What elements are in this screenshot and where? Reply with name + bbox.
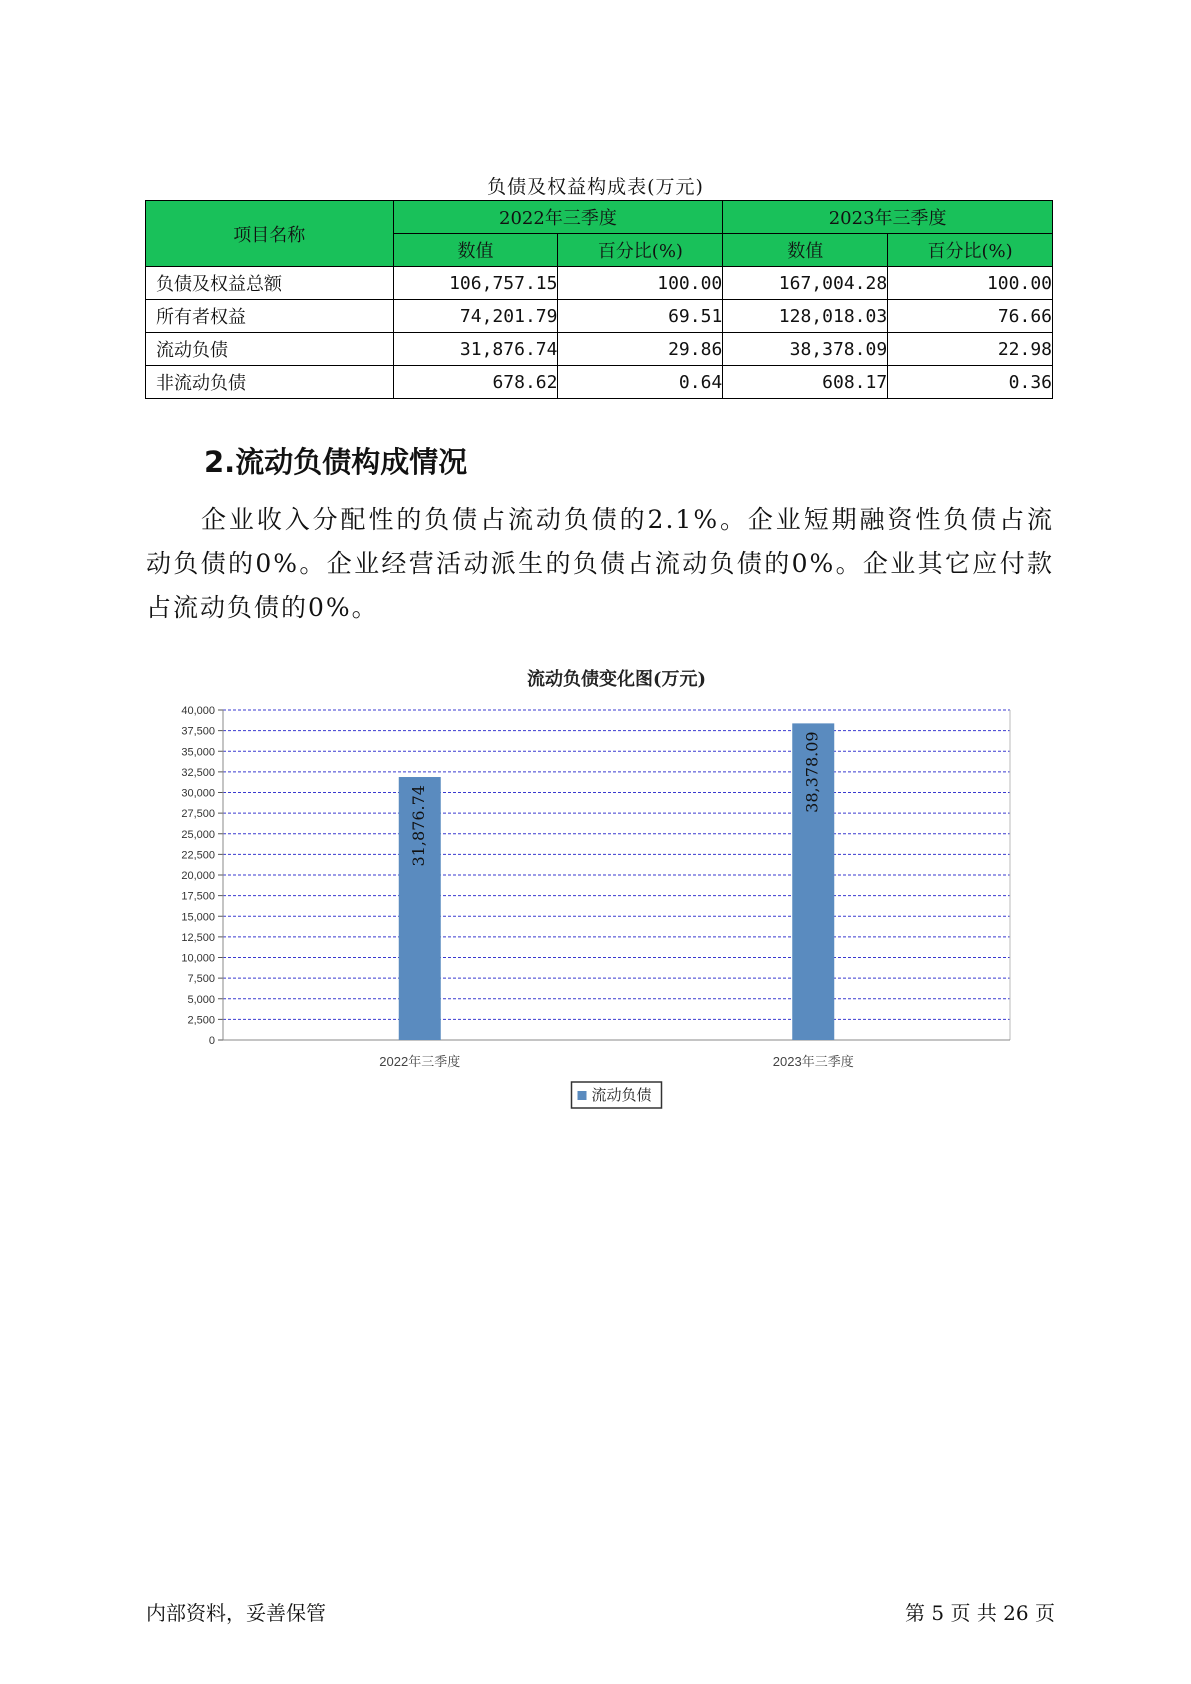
row-value-2023: 38,378.09 <box>723 333 888 366</box>
row-name: 负债及权益总额 <box>146 267 394 300</box>
y-tick-label: 20,000 <box>181 870 215 882</box>
row-percent-2022: 0.64 <box>558 366 723 399</box>
row-name: 所有者权益 <box>146 300 394 333</box>
section-title: 2.流动负债构成情况 <box>204 445 468 479</box>
header-value-1: 数值 <box>393 234 558 267</box>
header-percent-1: 百分比(%) <box>558 234 723 267</box>
y-tick-label: 17,500 <box>181 890 215 903</box>
row-name: 非流动负债 <box>146 366 394 399</box>
table-caption: 负债及权益构成表(万元) <box>487 176 704 198</box>
row-value-2023: 167,004.28 <box>723 267 888 300</box>
row-percent-2023: 76.66 <box>888 300 1053 333</box>
y-tick-label: 5,000 <box>187 993 215 1006</box>
header-percent-2: 百分比(%) <box>888 234 1053 267</box>
row-percent-2022: 29.86 <box>558 333 723 366</box>
footer-confidential: 内部资料，妥善保管 <box>146 1601 326 1625</box>
y-tick-label: 40,000 <box>181 705 215 717</box>
chart-title: 流动负债变化图(万元) <box>526 669 707 690</box>
row-percent-2022: 69.51 <box>558 300 723 333</box>
y-tick-label: 7,500 <box>187 973 215 986</box>
y-tick-label: 22,500 <box>181 849 215 862</box>
table-row <box>146 366 1053 399</box>
y-tick-label: 15,000 <box>181 911 215 924</box>
section-paragraph: 企业收入分配性的负债占流动负债的2.1%。企业短期融资性负债占流动负债的0%。企业经营活动派生的负债占流动负债的0%。企业其它应付款占流动负债的0%。 <box>146 505 1054 622</box>
x-tick-label: 2023年三季度 <box>772 1054 854 1069</box>
footer-page-number: 第 5 页 共 26 页 <box>905 1601 1055 1625</box>
table-row <box>146 333 1053 366</box>
y-tick-label: 30,000 <box>181 787 215 800</box>
row-value-2023: 128,018.03 <box>723 300 888 333</box>
row-value-2022: 74,201.79 <box>393 300 558 333</box>
x-tick-label: 2022年三季度 <box>379 1054 461 1069</box>
row-percent-2023: 0.36 <box>888 366 1053 399</box>
row-name: 流动负债 <box>146 333 394 366</box>
y-tick-label: 0 <box>208 1035 215 1047</box>
bar-data-label: 38,378.09 <box>802 731 822 813</box>
header-item-name: 项目名称 <box>146 201 394 267</box>
y-tick-label: 32,500 <box>181 766 215 779</box>
row-value-2023: 608.17 <box>723 366 888 399</box>
y-tick-label: 27,500 <box>181 808 215 821</box>
bar-data-label: 31,876.74 <box>409 785 429 867</box>
row-percent-2023: 22.98 <box>888 333 1053 366</box>
legend-label: 流动负债 <box>591 1086 652 1104</box>
table-row <box>146 300 1053 333</box>
y-tick-label: 2,500 <box>187 1014 215 1027</box>
liability-equity-table <box>145 200 1053 399</box>
header-period-2: 2023年三季度 <box>723 201 1053 234</box>
y-tick-label: 37,500 <box>181 725 215 738</box>
y-tick-label: 10,000 <box>181 952 215 965</box>
y-tick-label: 25,000 <box>181 828 215 841</box>
table-row <box>146 267 1053 300</box>
header-period-1: 2022年三季度 <box>393 201 723 234</box>
legend-swatch <box>578 1091 587 1100</box>
row-percent-2023: 100.00 <box>888 267 1053 300</box>
row-value-2022: 106,757.15 <box>393 267 558 300</box>
row-percent-2022: 100.00 <box>558 267 723 300</box>
current-liabilities-chart <box>140 655 1030 1125</box>
row-value-2022: 678.62 <box>393 366 558 399</box>
y-tick-label: 12,500 <box>181 931 215 944</box>
header-value-2: 数值 <box>723 234 888 267</box>
y-tick-label: 35,000 <box>181 746 215 759</box>
row-value-2022: 31,876.74 <box>393 333 558 366</box>
